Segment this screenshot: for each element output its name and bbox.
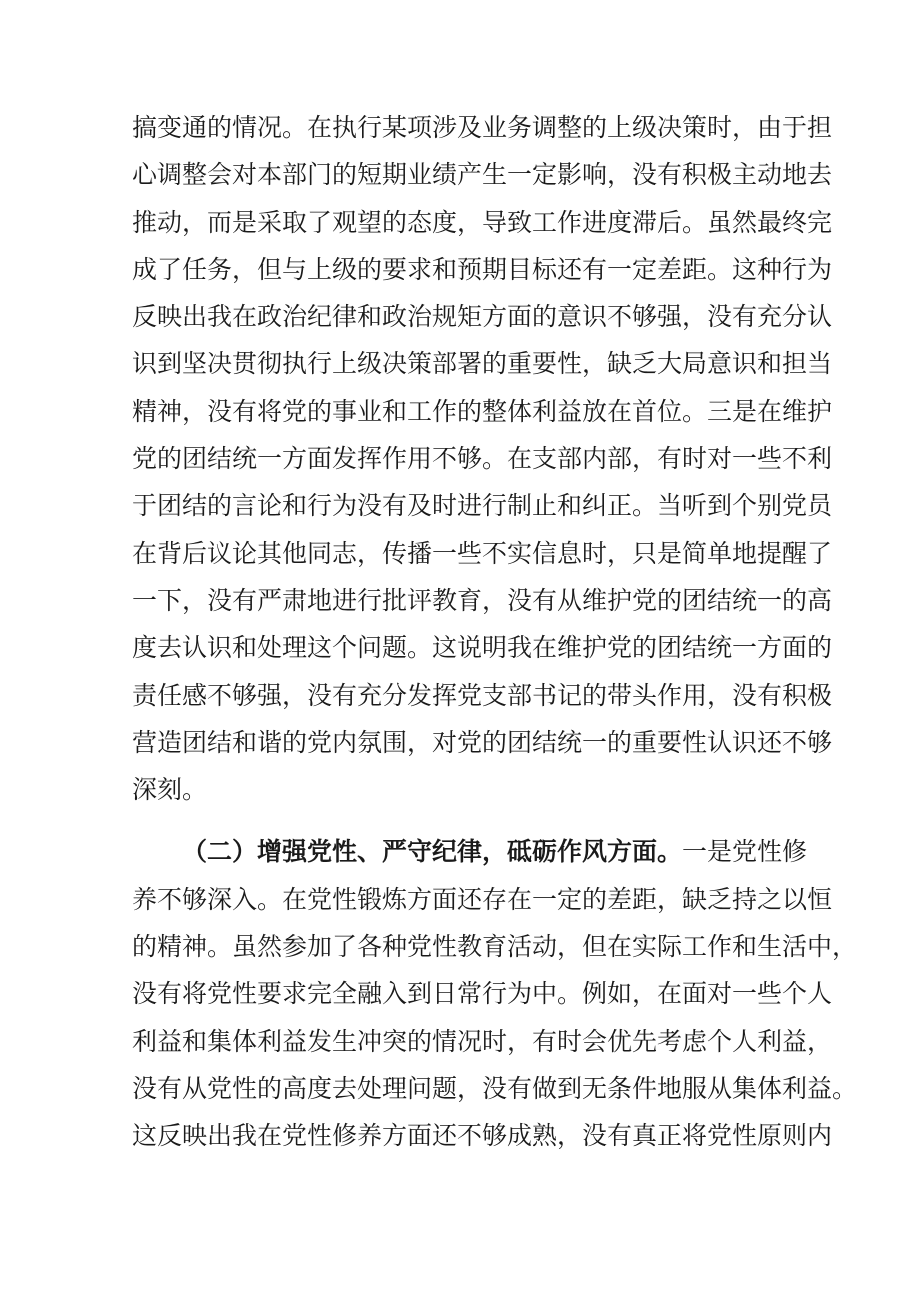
paragraph-2 [132,828,858,1159]
text-line: 反映出我在政治纪律和政治规矩方面的意识不够强，没有充分认 [132,302,833,332]
text-line: 没有将党性要求完全融入到日常行为中。例如，在面对一些个人 [132,979,833,1009]
text-line: 营造团结和谐的党内氛围，对党的团结统一的重要性认识还不够 [132,727,833,757]
text-line: 在背后议论其他同志，传播一些不实信息时，只是简单地提醒了 [132,538,833,568]
text-line: 于团结的言论和行为没有及时进行制止和纠正。当听到个别党员 [132,491,833,521]
text-line: 这反映出我在党性修养方面还不够成熟，没有真正将党性原则内 [132,1121,833,1151]
text-line: 识到坚决贯彻执行上级决策部署的重要性，缺乏大局意识和担当 [132,349,833,379]
text-line: 一下，没有严肃地进行批评教育，没有从维护党的团结统一的高 [132,585,833,615]
text-line: 搞变通的情况。在执行某项涉及业务调整的上级决策时，由于担 [132,113,833,142]
paragraph-gap [132,813,792,828]
text-line: 精神，没有将党的事业和工作的整体利益放在首位。三是在维护 [132,396,833,426]
text-line: 度去认识和处理这个问题。这说明我在维护党的团结统一方面的 [132,633,833,663]
heading-line [132,828,808,875]
section-heading: （二）增强党性、严守纪律，砥砺作风方面。 [182,837,683,867]
text-line: 养不够深入。在党性锻炼方面还存在一定的差距，缺乏持之以恒 [132,884,833,914]
text-line: 心调整会对本部门的短期业绩产生一定影响，没有积极主动地去 [132,160,833,190]
text-line: 没有从党性的高度去处理问题，没有做到无条件地服从集体利益。 [132,1073,858,1103]
paragraph-1 [132,104,833,813]
text-line: 责任感不够强，没有充分发挥党支部书记的带头作用，没有积极 [132,680,833,710]
heading-line-rest: 一是党性修 [682,837,808,867]
text-line: 成了任务，但与上级的要求和预期目标还有一定差距。这种行为 [132,254,833,284]
document-body [132,104,858,1160]
text-line: 利益和集体利益发生冲突的情况时，有时会优先考虑个人利益， [132,1026,833,1056]
text-line: 党的团结统一方面发挥作用不够。在支部内部，有时对一些不利 [132,444,833,474]
text-line: 的精神。虽然参加了各种党性教育活动，但在实际工作和生活中， [132,932,858,962]
text-line: 推动，而是采取了观望的态度，导致工作进度滞后。虽然最终完 [132,207,833,237]
text-line: 深刻。 [132,775,208,805]
